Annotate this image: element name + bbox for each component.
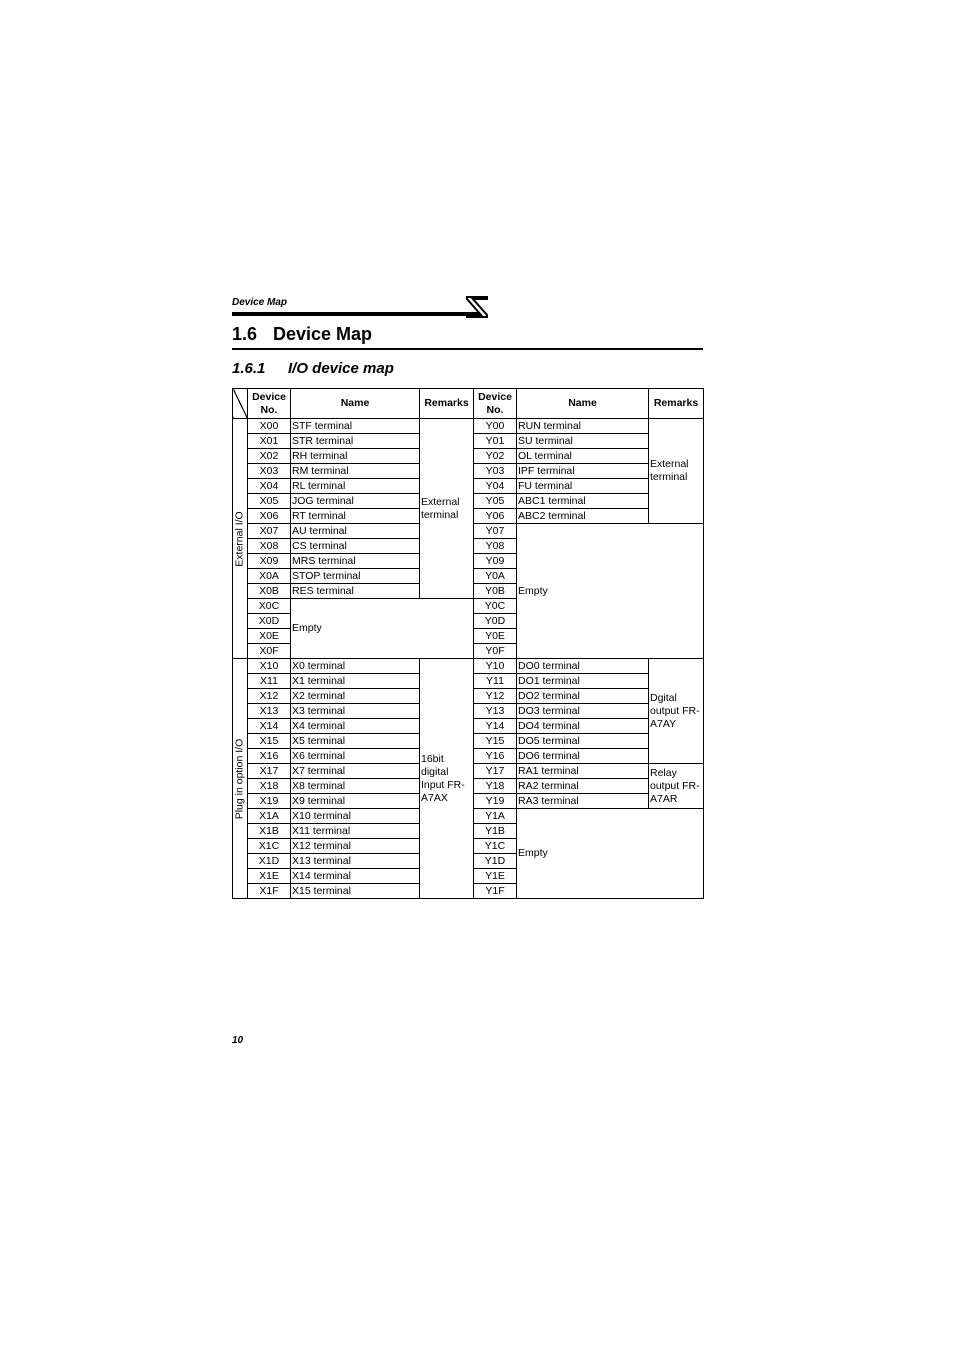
device-name-cell: MRS terminal [291,554,420,569]
device-name-cell: STF terminal [291,419,420,434]
device-name-cell: RM terminal [291,464,420,479]
running-title: Device Map [232,297,288,308]
device-name-cell: X4 terminal [291,719,420,734]
device-no-cell: X02 [248,449,291,464]
device-no-cell: Y09 [474,554,517,569]
device-no-cell: Y02 [474,449,517,464]
remark-cell: Relay output FR-A7AR [649,764,704,809]
device-name-cell: RT terminal [291,509,420,524]
group-plugin-io-label: Plug in option I/O [233,738,246,819]
subsection-title [232,360,394,377]
device-no-cell: X00 [248,419,291,434]
device-no-cell: X15 [248,734,291,749]
device-no-cell: Y17 [474,764,517,779]
device-no-cell: X0F [248,644,291,659]
device-name-cell: X5 terminal [291,734,420,749]
device-no-cell: X0D [248,614,291,629]
device-name-cell: X9 terminal [291,794,420,809]
device-no-cell: Y07 [474,524,517,539]
device-no-cell: Y0C [474,599,517,614]
device-name-cell: CS terminal [291,539,420,554]
device-no-cell: X09 [248,554,291,569]
device-name-cell: X1 terminal [291,674,420,689]
device-name-cell: RA2 terminal [517,779,649,794]
device-no-cell: X0C [248,599,291,614]
group-plugin-io [233,659,248,899]
device-no-cell: Y1C [474,839,517,854]
device-no-cell: X13 [248,704,291,719]
device-no-cell: X1F [248,884,291,899]
device-name-cell: X3 terminal [291,704,420,719]
device-name-cell: RUN terminal [517,419,649,434]
device-no-cell: X1E [248,869,291,884]
device-no-cell: X08 [248,539,291,554]
device-no-cell: X12 [248,689,291,704]
table-header-row [233,389,704,419]
device-no-cell: Y05 [474,494,517,509]
device-no-cell: X03 [248,464,291,479]
device-no-cell: Y1F [474,884,517,899]
remark-cell: Empty [291,599,474,659]
brand-logo-icon [466,296,488,318]
device-no-cell: Y11 [474,674,517,689]
remark-cell: Dgital output FR-A7AY [649,659,704,764]
io-device-map-table [232,388,704,899]
device-name-cell: X10 terminal [291,809,420,824]
device-no-cell: X05 [248,494,291,509]
table-row [233,419,704,434]
corner-cell [233,389,248,419]
device-no-cell: Y1D [474,854,517,869]
col-header-device-y: Device No. [474,389,517,419]
device-name-cell: X7 terminal [291,764,420,779]
device-name-cell: DO5 terminal [517,734,649,749]
device-name-cell: DO3 terminal [517,704,649,719]
device-no-cell: Y0E [474,629,517,644]
device-no-cell: Y0D [474,614,517,629]
device-no-cell: X04 [248,479,291,494]
device-no-cell: X18 [248,779,291,794]
subsection-number: 1.6.1 [232,360,266,377]
device-no-cell: Y0F [474,644,517,659]
remark-cell: External terminal [420,419,474,599]
device-name-cell: RA1 terminal [517,764,649,779]
device-name-cell: X13 terminal [291,854,420,869]
device-name-cell: RH terminal [291,449,420,464]
device-name-cell: FU terminal [517,479,649,494]
device-no-cell: Y10 [474,659,517,674]
table-row [233,659,704,674]
subsection-title-text: I/O device map [288,360,394,377]
device-name-cell: RES terminal [291,584,420,599]
device-name-cell: OL terminal [517,449,649,464]
device-no-cell: Y14 [474,719,517,734]
device-name-cell: JOG terminal [291,494,420,509]
device-no-cell: X1D [248,854,291,869]
device-name-cell: ABC1 terminal [517,494,649,509]
section-number: 1.6 [232,324,258,344]
device-name-cell: STOP terminal [291,569,420,584]
device-no-cell: Y1E [474,869,517,884]
device-no-cell: X10 [248,659,291,674]
device-name-cell: ABC2 terminal [517,509,649,524]
device-no-cell: Y08 [474,539,517,554]
device-no-cell: Y1A [474,809,517,824]
device-name-cell: DO4 terminal [517,719,649,734]
device-no-cell: X1C [248,839,291,854]
device-name-cell: RA3 terminal [517,794,649,809]
device-name-cell: IPF terminal [517,464,649,479]
section-rule [232,348,703,350]
device-no-cell: Y03 [474,464,517,479]
device-no-cell: X0B [248,584,291,599]
device-name-cell: STR terminal [291,434,420,449]
device-no-cell: Y04 [474,479,517,494]
device-no-cell: Y18 [474,779,517,794]
device-no-cell: X14 [248,719,291,734]
remark-cell: Empty [517,524,704,659]
remark-cell: 16bit digital Input FR-A7AX [420,659,474,899]
col-header-device-x: Device No. [248,389,291,419]
page-number: 10 [232,1035,244,1046]
device-no-cell: X1B [248,824,291,839]
device-name-cell: X8 terminal [291,779,420,794]
device-no-cell: Y19 [474,794,517,809]
device-name-cell: DO6 terminal [517,749,649,764]
device-no-cell: Y13 [474,704,517,719]
device-no-cell: Y0B [474,584,517,599]
device-name-cell: X14 terminal [291,869,420,884]
device-name-cell: SU terminal [517,434,649,449]
device-no-cell: Y06 [474,509,517,524]
device-no-cell: Y0A [474,569,517,584]
device-name-cell: X15 terminal [291,884,420,899]
remark-cell: Empty [517,809,704,899]
col-header-name-x: Name [291,389,420,419]
device-name-cell: X0 terminal [291,659,420,674]
device-no-cell: X19 [248,794,291,809]
device-no-cell: Y16 [474,749,517,764]
device-no-cell: X06 [248,509,291,524]
device-name-cell: X12 terminal [291,839,420,854]
device-name-cell: X2 terminal [291,689,420,704]
device-no-cell: X07 [248,524,291,539]
device-no-cell: X0E [248,629,291,644]
device-no-cell: X11 [248,674,291,689]
device-no-cell: Y15 [474,734,517,749]
device-no-cell: X01 [248,434,291,449]
col-header-remarks-y: Remarks [649,389,704,419]
device-no-cell: X16 [248,749,291,764]
device-no-cell: X17 [248,764,291,779]
section-title-text: Device Map [273,324,373,344]
device-name-cell: RL terminal [291,479,420,494]
device-name-cell: DO1 terminal [517,674,649,689]
header-rule [232,312,480,316]
device-no-cell: Y1B [474,824,517,839]
remark-cell: External terminal [649,419,704,524]
section-title [232,324,372,345]
device-no-cell: Y01 [474,434,517,449]
device-name-cell: X11 terminal [291,824,420,839]
device-no-cell: Y12 [474,689,517,704]
col-header-remarks-x: Remarks [420,389,474,419]
device-name-cell: AU terminal [291,524,420,539]
group-external-io-label: External I/O [233,510,246,567]
group-external-io [233,419,248,659]
device-name-cell: X6 terminal [291,749,420,764]
col-header-name-y: Name [517,389,649,419]
device-name-cell: DO0 terminal [517,659,649,674]
device-name-cell: DO2 terminal [517,689,649,704]
device-no-cell: X1A [248,809,291,824]
device-no-cell: Y00 [474,419,517,434]
device-no-cell: X0A [248,569,291,584]
